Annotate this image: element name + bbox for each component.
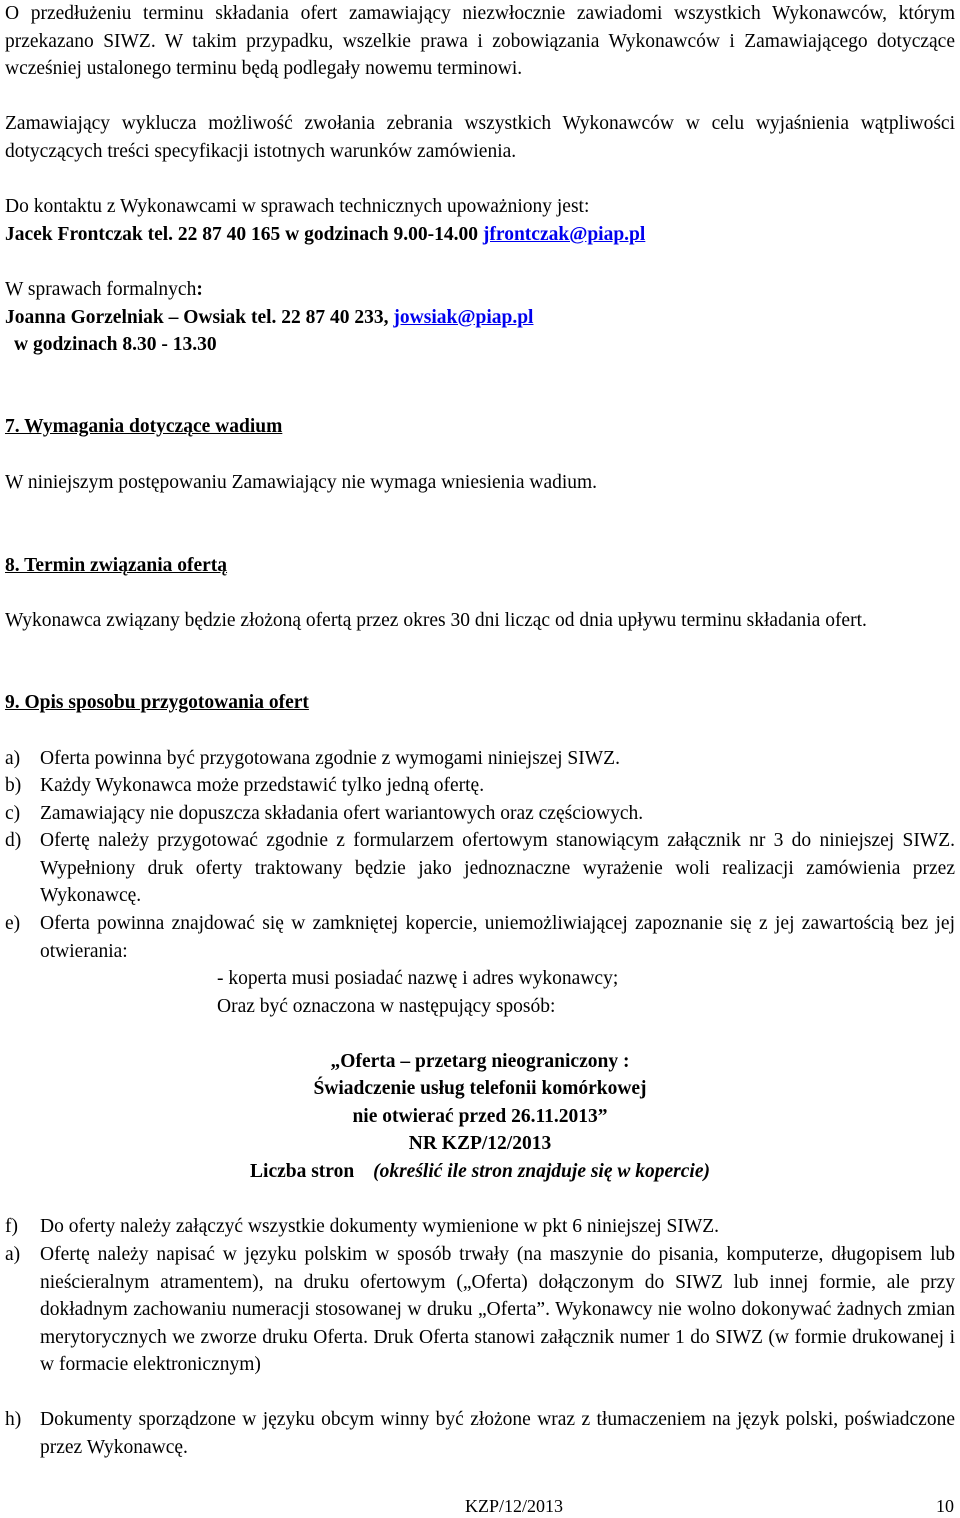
list-item-text: Oferta powinna być przygotowana zgodnie z wymogami niniejszej SIWZ. xyxy=(40,748,620,769)
formal-contact-email-link[interactable]: jowsiak@piap.pl xyxy=(393,307,534,328)
list-item-text: Zamawiający nie dopuszcza składania ofert wariantowych oraz częściowych. xyxy=(40,803,644,824)
list-item-text: Do oferty należy załączyć wszystkie dokumenty wymienione w pkt 6 niniejszej SIWZ. xyxy=(40,1216,720,1237)
list-item-c xyxy=(5,800,955,828)
formal-contact-person: Joanna Gorzelniak – Owsiak tel. 22 87 40 233, xyxy=(5,307,389,328)
list-item-text: Dokumenty sporządzone w języku obcym winny być złożone wraz z tłumaczeniem na język polski, poświadczone przez Wykonawcę. xyxy=(40,1409,955,1458)
list-item-e xyxy=(5,910,955,965)
formal-contact-hours: w godzinach 8.30 - 13.30 xyxy=(14,334,217,355)
envelope-label-line-2: Świadczenie usług telefonii komórkowej xyxy=(313,1078,647,1099)
page-count-instruction: (określić ile stron znajduje się w kopercie) xyxy=(373,1161,710,1182)
section-8-text: Wykonawca związany będzie złożoną ofertą przez okres 30 dni licząc od dnia upływu terminu składania ofert. xyxy=(5,610,867,631)
formal-contact-line xyxy=(5,304,955,332)
technical-contact-intro: Do kontaktu z Wykonawcami w sprawach technicznych upoważniony jest: xyxy=(5,196,590,217)
page-number: 10 xyxy=(936,1496,954,1516)
list-item-h xyxy=(5,1406,955,1461)
formal-contact-colon: : xyxy=(196,279,203,300)
list-item-a-language xyxy=(5,1241,955,1379)
list-item-label: h) xyxy=(5,1409,22,1430)
list-item-label: c) xyxy=(5,803,21,824)
section-9-heading: 9. Opis sposobu przygotowania ofert xyxy=(5,692,309,713)
list-item-text: Ofertę należy przygotować zgodnie z formularzem ofertowym stanowiącym załącznik nr 3 do niniejszej SIWZ. Wypełniony druk oferty traktowany będzie jako jednoznaczne wyrażenie woli realizacji zamówienia przez Wykonawcę. xyxy=(40,830,955,906)
list-item-label: b) xyxy=(5,775,22,796)
list-item-label: f) xyxy=(5,1216,18,1237)
envelope-label-line-1: „Oferta – przetarg nieograniczony : xyxy=(330,1051,630,1072)
page-count-label: Liczba stron xyxy=(250,1161,355,1182)
list-item-label: a) xyxy=(5,1244,21,1265)
list-item-label: d) xyxy=(5,830,22,851)
section-7-heading: 7. Wymagania dotyczące wadium xyxy=(5,416,283,437)
technical-contact-person: Jacek Frontczak tel. 22 87 40 165 w godzinach 9.00-14.00 xyxy=(5,224,479,245)
section-8-heading: 8. Termin związania ofertą xyxy=(5,555,228,576)
list-item-text: Ofertę należy napisać w języku polskim w sposób trwały (na maszynie do pisania, komputerze, długopisem lub nieścieralnym atramentem), na druku ofertowym („Oferta) dołączonym do SIWZ lub innej formie, ale przy dokładnym zachowaniu numeracji stosowanej w druku „Oferta”. Wykonawcy nie wolno dokonywać żadnych zmian merytorycznych we zworze druku Oferta. Druk Oferta stanowi załącznik numer 1 do SIWZ (w formie drukowanej i w formacie elektronicznym) xyxy=(40,1244,955,1375)
paragraph-extension-notice: O przedłużeniu terminu składania ofert zamawiający niezwłocznie zawiadomi wszystkich Wykonawców, którym przekazano SIWZ. W takim przypadku, wszelkie prawa i zobowiązania Wykonawców i Zamawiającego dotyczące wcześniej ustalonego terminu będą podlegały nowemu terminowi. xyxy=(5,3,955,79)
list-item-d xyxy=(5,827,955,910)
list-item-label: a) xyxy=(5,748,21,769)
formal-contact-intro-line xyxy=(5,276,955,304)
envelope-marking-intro: Oraz być oznaczona w następujący sposób: xyxy=(217,996,556,1017)
list-item-text: Oferta powinna znajdować się w zamkniętej kopercie, uniemożliwiającej zapoznanie się z jej zawartością bez jej otwierania: xyxy=(40,913,955,962)
list-item-b xyxy=(5,772,955,800)
paragraph-meeting-exclusion: Zamawiający wyklucza możliwość zwołania zebrania wszystkich Wykonawców w celu wyjaśnienia wątpliwości dotyczących treści specyfikacji istotnych warunków zamówienia. xyxy=(5,113,955,162)
list-item-text: Każdy Wykonawca może przedstawić tylko jedną ofertę. xyxy=(40,775,485,796)
envelope-label-line-5 xyxy=(0,1158,960,1186)
technical-contact-line xyxy=(5,221,955,249)
list-item-label: e) xyxy=(5,913,21,934)
footer-reference-code: KZP/12/2013 xyxy=(465,1496,564,1516)
envelope-label-line-3: nie otwierać przed 26.11.2013” xyxy=(352,1106,608,1127)
technical-contact-email-link[interactable]: jfrontczak@piap.pl xyxy=(482,224,646,245)
formal-contact-intro: W sprawach formalnych xyxy=(5,279,197,300)
envelope-label-line-4: NR KZP/12/2013 xyxy=(408,1133,552,1154)
section-7-text: W niniejszym postępowaniu Zamawiający nie wymaga wniesienia wadium. xyxy=(5,472,598,493)
envelope-requirement: - koperta musi posiadać nazwę i adres wykonawcy; xyxy=(217,968,619,989)
list-item-f xyxy=(5,1213,955,1241)
list-item-a xyxy=(5,745,955,773)
